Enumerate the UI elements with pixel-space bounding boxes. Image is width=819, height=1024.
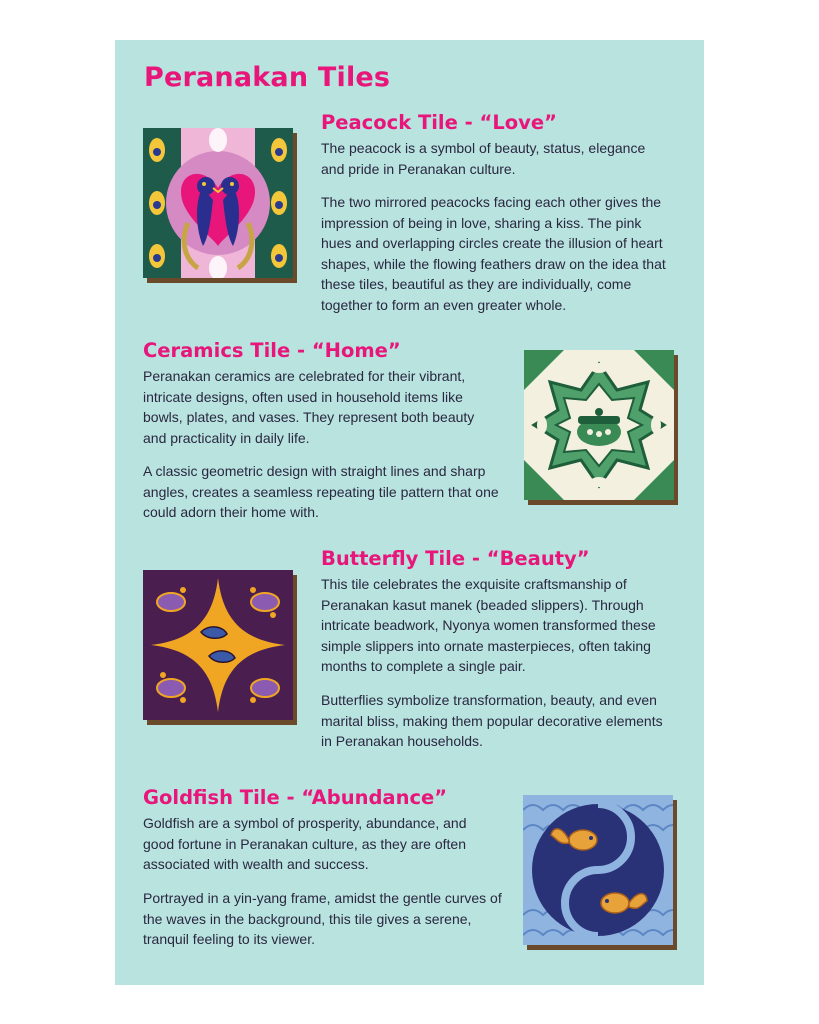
ceramics-paragraph-2: A classic geometric design with straight lines and sharp angles, creates a seamless repeating tile pattern that one could adorn their home with. [143,463,499,520]
ceramics-tile-icon [524,350,674,500]
goldfish-paragraph-1: Goldfish are a symbol of prosperity, abundance, and good fortune in Peranakan culture, as they are often associated with wealth and success. [143,815,467,872]
peacock-paragraph-2: The two mirrored peacocks facing each other gives the impression of being in love, sharing a kiss. The pink hues and overlapping circles create the illusion of heart shapes, while the flowing feathers draw on the idea that these tiles, beautiful as they are individually, come together to form an even greater whole. [321,194,666,313]
ceramics-paragraph-1: Peranakan ceramics are celebrated for their vibrant, intricate designs, often used in household items like bowls, plates, and vases. They represent both beauty and practicality in daily life. [143,368,475,446]
section-title-ceramics: Ceramics Tile - “Home” [143,339,401,362]
butterfly-tile-icon [143,570,293,720]
section-title-goldfish: Goldfish Tile - “Abundance” [143,786,448,809]
peacock-tile-icon [143,128,293,278]
goldfish-paragraph-2: Portrayed in a yin-yang frame, amidst the gentle curves of the waves in the background, this tile gives a serene, tranquil feeling to its viewer. [143,890,502,947]
butterfly-paragraph-1: This tile celebrates the exquisite craftsmanship of Peranakan kasut manek (beaded slippers). Through intricate beadwork, Nyonya women transformed these simple slippers into ornate masterpieces, often taking months to complete a single pair. [321,576,656,674]
peacock-paragraph-1: The peacock is a symbol of beauty, status, elegance and pride in Peranakan culture. [321,140,646,177]
page-title: Peranakan Tiles [144,62,391,93]
goldfish-tile-icon [523,795,673,945]
section-title-butterfly: Butterfly Tile - “Beauty” [321,547,590,570]
butterfly-paragraph-2: Butterflies symbolize transformation, beauty, and even marital bliss, making them popular decorative elements in Peranakan households. [321,692,663,749]
section-title-peacock: Peacock Tile - “Love” [321,111,557,134]
